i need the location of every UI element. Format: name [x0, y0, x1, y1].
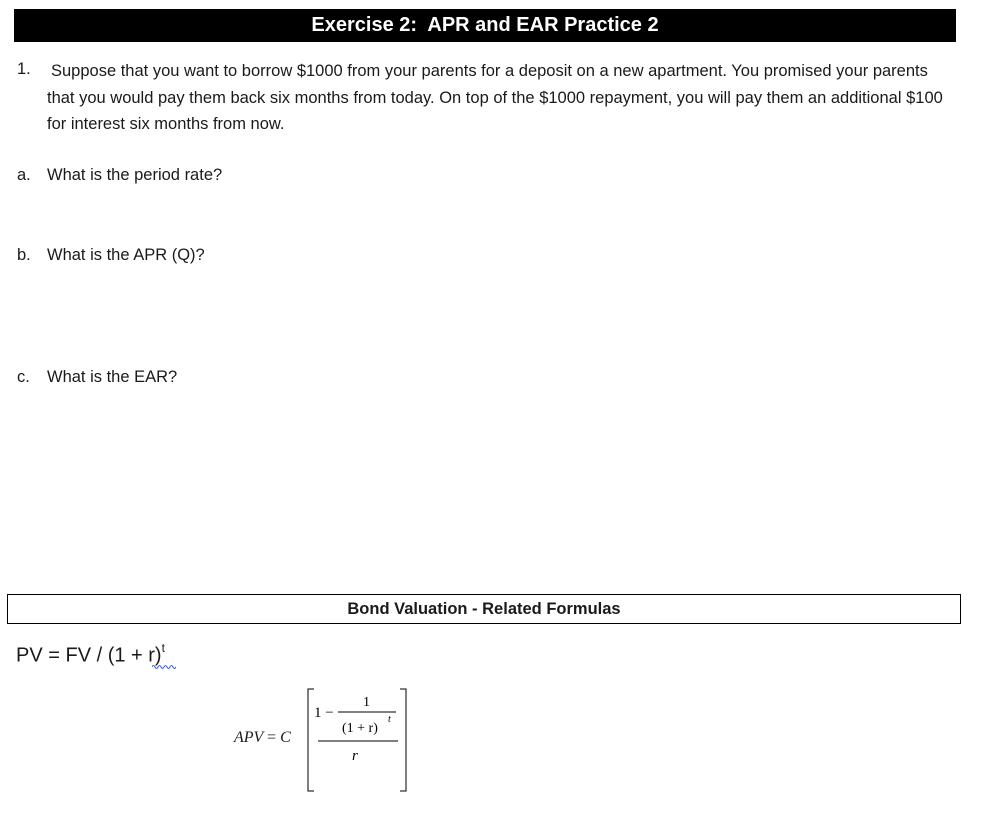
right-bracket — [400, 689, 406, 791]
subquestion-c-label: c. — [17, 368, 30, 386]
question-number: 1. — [17, 60, 31, 78]
inner-numerator: 1 — [363, 695, 370, 710]
subquestion-b-text: What is the APR (Q)? — [47, 246, 205, 264]
subquestion-b-label: b. — [17, 246, 31, 264]
pv-formula-exponent: t — [161, 641, 165, 655]
exercise-title: Exercise 2: APR and EAR Practice 2 — [14, 9, 956, 42]
apv-equals: = — [267, 729, 277, 746]
apv-coefficient: C — [280, 729, 291, 746]
pv-formula-base: PV = FV / (1 + r) — [16, 644, 162, 667]
apv-bracket-expression — [230, 686, 420, 796]
subquestion-a-label: a. — [17, 166, 31, 184]
inner-denominator: (1 + r) — [342, 721, 378, 736]
main-denominator: r — [352, 748, 358, 764]
subquestion-c-text: What is the EAR? — [47, 368, 178, 386]
apv-lhs-label: APV — [234, 729, 264, 746]
inner-exponent: t — [388, 714, 391, 725]
apv-formula — [230, 686, 420, 796]
question-text: Suppose that you want to borrow $1000 from your parents for a deposit on a new apartment. You promised your parents that you would pay them back six months from today. On top of the $1000 repayment, you will pay them an additional $100 for interest six months from now. — [47, 62, 943, 133]
pv-formula — [16, 643, 165, 668]
subquestion-a-text: What is the period rate? — [47, 166, 223, 184]
spellcheck-squiggle-icon — [152, 664, 176, 670]
formulas-header: Bond Valuation - Related Formulas — [7, 594, 961, 624]
one-minus: 1 − — [314, 705, 334, 721]
